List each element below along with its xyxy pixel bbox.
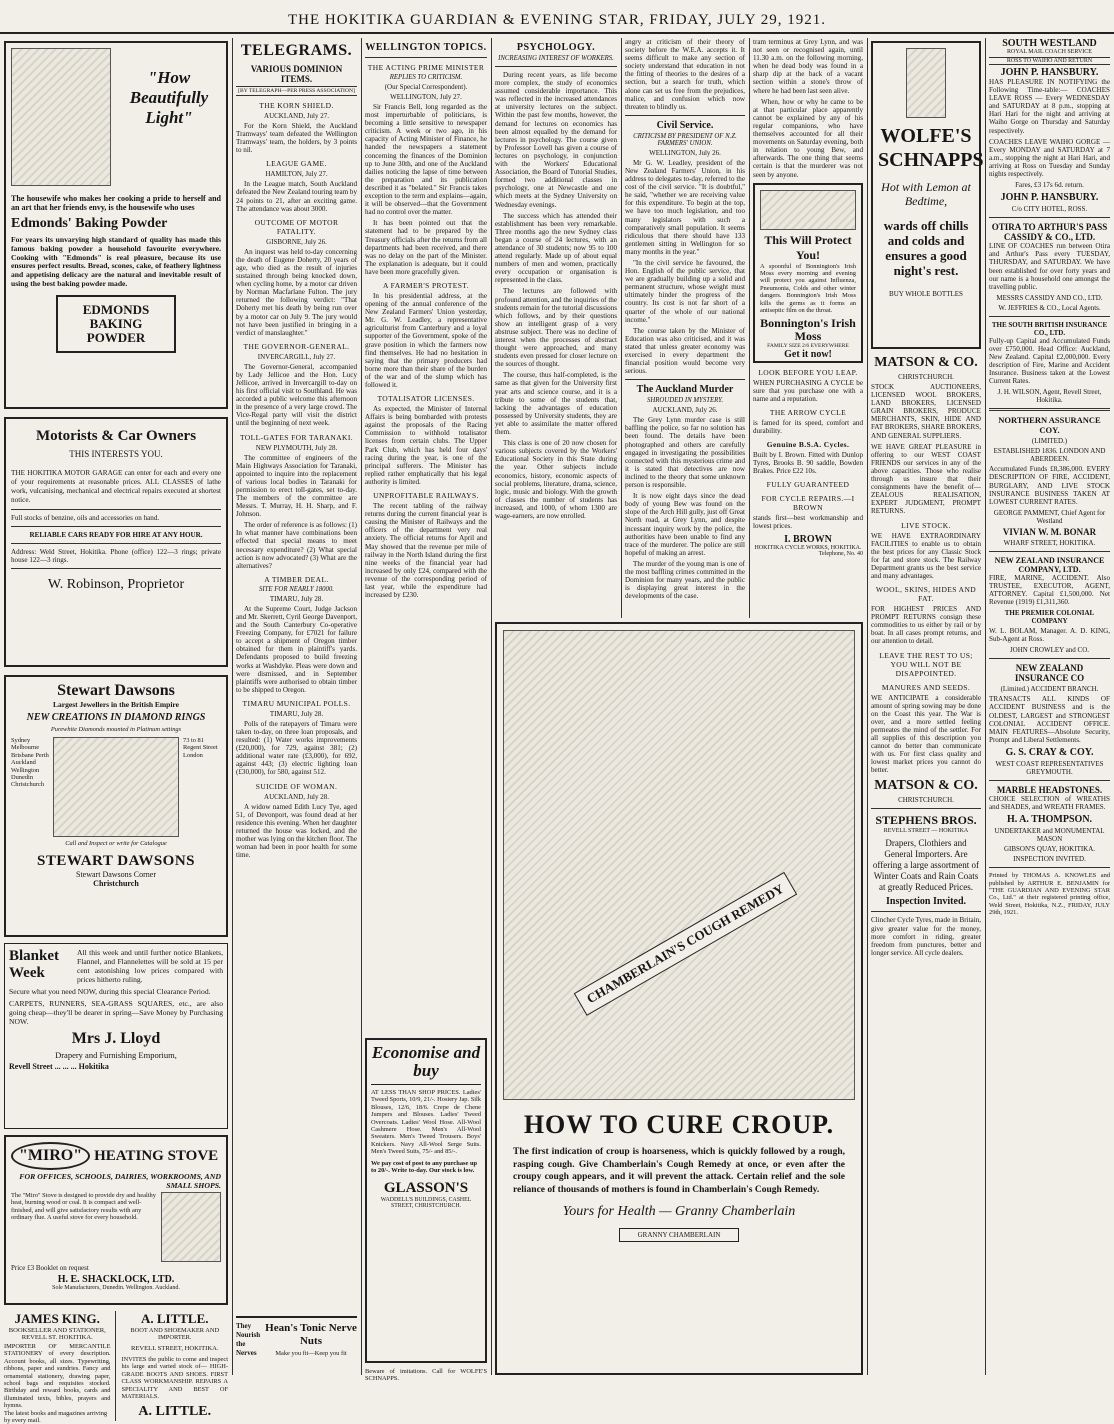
- james-sub1: BOOKSELLER AND STATIONER,: [8, 1327, 106, 1334]
- manures-title: MANURES AND SEEDS.: [881, 682, 971, 692]
- otira-agents: MESSRS CASSIDY AND CO., LTD.: [996, 293, 1103, 302]
- miro-price: Price £3 Booklet on request: [11, 1264, 89, 1272]
- little-body: INVITES the public to come and inspect his large and varied stock of— HIGH-GRADE BOOTS AND SHOES. FIRST CLASS WORKMANSHIP. REPAIRS A SPECIALITY AND BEST OF MATERIALS.: [121, 1356, 228, 1401]
- murder-continued: When, how or why he came to be at that particular place apparently cannot be explained by any of his regular companions, who have themselves accounted for all their movements on Saturday evening, both in relation to young Bew, and afterwards. The one thing that seems certain is that the murderer was not seen by anyone.: [753, 97, 863, 179]
- bsa-title: Genuine B.S.A. Cycles.: [766, 440, 850, 450]
- edmonds-tin: EDMONDS BAKING POWDER: [56, 295, 176, 353]
- bottle-illustration: [760, 190, 856, 230]
- psychology-body: The course, thus half-completed, is the same as that given for the University first year arts and science course, and it is a tribute to some of the students that, lacking the advantages of education possessed by University students, they are yet able to assimilate the matter offered them.: [495, 371, 617, 437]
- psychology-continued: angry at criticism of their theory of society before the W.E.A. accepts it. It seems difficult to make any section of society understand that education in not the fitting of theories to the desires of a section, but a search for truth, which alone can set us free from the prejudices, malice, and confusion which now threaten to blindly us.: [625, 38, 745, 111]
- stephens-sub: REVELL STREET — HOKITIKA: [883, 828, 969, 835]
- civil-service-body: Mr G. W. Leadley, president of the New Zealand Farmers' Union, in his address to delegates to-day, referred to the cost of the civil service. "It is doubtful," he said, "whether we are receiving value for this expenditure. To begin at the top, we have too much legislation, and too many legislators with such a comparatively small population. It seems ridiculous that there should have 133 gentlemen sitting in Wellington for so many months in the year.": [625, 158, 745, 256]
- divider: [11, 509, 221, 510]
- james-body: IMPORTER OF MERCANTILE STATIONERY of every description. Account books, all sizes. Typewriting, ribbons, paper and sundries. Fancy and ornamental stationery, drawing paper, school bags and requisites stocked. Birthday and reward books, cards and illuminated texts, bibles, prayers and hymns.: [4, 1343, 111, 1410]
- otira-title: OTIRA TO ARTHUR'S PASS CASSIDY & CO., LTD.: [991, 222, 1108, 243]
- psychology-body: The lectures are followed with profound attention, and the inquiries of the students remain for the tutorial discussions which follows, and by their questions show an intelligent grasp of a very abstruse subject. There was no decline of interest when the processes of abstract thought were approached, and many students even pressed for closer lecture on the sources of thought.: [495, 287, 617, 369]
- glassons-note: We pay cost of post to any purchase up to 20/-. Write to-day. Our stock is low.: [371, 1159, 478, 1175]
- divider: [11, 543, 221, 544]
- wellington-headline: THE ACTING PRIME MINISTER: [367, 63, 485, 72]
- remedy-bottle-label: CHAMBERLAIN'S COUGH REMEDY: [574, 872, 797, 1016]
- bonnington-sub: FAMILY SIZE 2/6 EVERYWHERE: [767, 343, 849, 350]
- wellington-dateline: WELLINGTON, July 27.: [390, 93, 462, 101]
- divider: [365, 57, 487, 58]
- murder-continued: tram terminus at Grey Lynn, and was not seen or recognised again, until 11.30 a.m. on the following morning, when he dead body was found in a sharp dip at the back of a vacant section within a stone's throw of where he had been last seen alive.: [753, 38, 863, 95]
- wellington-body: It has been pointed out that the statement had to be prepared by the Treasury officials after the returns from all departments had been received, and there was no delay on the part of the Minister. The explanation is adequate, but it could have been more gracefully given.: [365, 219, 487, 276]
- glassons-name: GLASSON'S: [383, 1180, 469, 1197]
- sb-title: THE SOUTH BRITISH INSURANCE CO., LTD.: [991, 320, 1108, 337]
- blanket-name: Mrs J. Lloyd: [71, 1030, 161, 1047]
- thompson-sub: UNDERTAKER and MONUMENTAL MASON: [994, 827, 1105, 844]
- motorists-body2: Full stocks of benzine, oils and accessories on hand.: [11, 514, 160, 522]
- psychology-body: The success which has attended their establishment has been very remarkable. Three months ago the new Sydney class began a course of 24 lectures, with an attendance of 30 students; now 95 to 100 attend regularly. Made up of about equal numbers of men and women, practically every occupation or organisation is represented in the class.: [495, 211, 617, 285]
- edmonds-product: Edmonds' Baking Powder: [11, 216, 168, 231]
- little-title: A. LITTLE.: [140, 1311, 209, 1326]
- psychology-body: During recent years, as life become more complex, the study of economics assumed considerable importance. This was reflected in the increased attendances at university lectures on the subject. Within the past few months, however, the demand for lectures on economics has been almost equalled by the demand for lectures in psychology. The course given by Professor Lovell has given a course of lectures on psychology, in conjunction with the Workers' Educational Association, the Board of Tutorial Studies, formed two additional classes in psychology, one at Newcastle and one which meets at the Sydney University on Wednesday evenings.: [495, 71, 617, 209]
- matson-body: STOCK AUCTIONEERS, LICENSED WOOL BROKERS, LAND BROKERS, LICENSED GRAIN BROKERS, PRODUCE MERCHANTS, SKIN, HIDE AND FAT BROKERS, SHARE BROKERS, AND GENERAL SUPPLIERS.: [871, 383, 981, 440]
- telegram-dateline: NEW PLYMOUTH, July 28.: [255, 443, 338, 452]
- divider: [989, 867, 1110, 868]
- psychology-title: PSYCHOLOGY.: [516, 42, 596, 53]
- croup-signature: Yours for Health — Granny Chamberlain: [562, 1204, 796, 1219]
- auckland-murder-dateline: AUCKLAND, July 26.: [652, 406, 718, 415]
- croup-headline: HOW TO CURE CROUP.: [523, 1110, 835, 1139]
- telegram-body: In the League match, South Auckland defeated the New Zealand touring team by 24 points to 21, after an exciting game. The attendance was about 3000.: [236, 180, 357, 213]
- edmonds-ad: [4, 41, 228, 409]
- hean-side: They Nourish the Nerves: [236, 1322, 261, 1357]
- wellington-body: In his presidential address, at the opening of the annual conference of the New Zealand Farmers' Union yesterday, Mr. G. W. Leadley, a representative agriculturist from Canterbury and a loyal supporter of the Government, spoke of the grave position in which the farmers now find themselves. He had no hesitation in saying that the primary producers had borne more than their share of the burden of the war and of the slump which has followed it.: [365, 291, 487, 389]
- james-king-ad: [4, 1311, 116, 1424]
- auckland-murder-title: The Auckland Murder: [636, 384, 734, 396]
- hansbury-body2: COACHES LEAVE WAIHO GORGE — Every MONDAY and SATURDAY at 7 a.m., stopping the night at Hari Hari, and arriving at Ross on Tuesday and Sunday nights respectively.: [989, 137, 1110, 179]
- nac-sub: (LIMITED.): [1031, 437, 1068, 446]
- thiswill-title: This Will Protect You!: [764, 232, 852, 262]
- column-6: [753, 38, 863, 618]
- lookbefore-title: LOOK BEFORE YOU LEAP.: [758, 367, 858, 377]
- telegram-headline: LEAGUE GAME.: [266, 159, 327, 169]
- croup-caption: GRANNY CHAMBERLAIN: [619, 1228, 739, 1242]
- blanket-body2: Secure what you need NOW, during this special Clearance Period.: [9, 987, 211, 996]
- leave-note: LEAVE THE REST TO US; YOU WILL NOT BE DISAPPOINTED.: [879, 650, 973, 678]
- divider: [625, 379, 745, 380]
- column-rule: [491, 38, 492, 1375]
- hansbury-body: HAS PLEASURE IN NOTIFYING the Following Time-table:— COACHES LEAVE ROSS — Every WEDNESDAY and SATURDAY at 8 p.m., stopping at Hari Hari for the night and arriving at Waiho Gorge on Thursday and Saturday respectively.: [989, 78, 1110, 135]
- thiswill-body: A spoonful of Bonnington's Irish Moss every morning and evening will protect you against Influenza, Pneumonia, Colds and other winter dangers. Bonnington's Irish Moss kills the germs as it forms an antiseptic film on the throat.: [760, 262, 856, 315]
- divider: [11, 568, 221, 569]
- civil-service-body: The course taken by the Minister of Education was also criticised, and it was stated that unless greater economy was exercised in every department the financial position would become very serious.: [625, 326, 745, 376]
- glassons-lines: AT LESS THAN SHOP PRICES. Ladies' Tweed Sports, 10/9, 21/-. Hosiery Jap. Silk Blouses, 12/6, 18/6. Crepe de Chene Jumpers and Blouses. Ladies' Tweed Overcoats. Ladies' Wool Hose. All-Wool Cashmere Hose. Men's All-Wool Sweaters. Men's Tweed Trousers. Boys' Knickers. Navy All-Wool Serge Suits. Men's Tweed Suits, 75/- and 85/-.: [371, 1089, 481, 1156]
- wellington-body: The recent tabling of the railway returns during the current financial year is causing the Minister of Railways and the officers of the department very real anxiety. The official returns for April and May showed that the revenue per mile of railway in the North Island during the first nine weeks of the financial year had increased by only £24, compared with the revenue of the corresponding period of last year, while the expenditure had increased by £230.: [365, 502, 487, 600]
- column-rule: [361, 38, 362, 1375]
- bonnington-title: Bonnington's Irish Moss: [760, 316, 856, 344]
- stewart-call: Call and Inspect or write for Catalogue: [65, 840, 167, 847]
- wool-title: WOOL, SKINS, HIDES AND FAT.: [875, 585, 977, 604]
- nzacc-body: TRANSACTS ALL KINDS OF ACCIDENT BUSINESS and is the OLDEST, LARGEST and STRONGEST COLONIAL ACCIDENT OFFICE. MAIN FEATURES—Absolute Security, Prompt and Liberal Settlements.: [989, 695, 1110, 744]
- miro-title: HEATING STOVE: [94, 1147, 219, 1164]
- rings-illustration: [53, 737, 179, 837]
- telegram-body: An inquest was held to-day concerning the death of Eugene Doherty, 20 years of age, who died as the result of injuries sustained through being knocked down, when cycling home, by a motor car driven by Norman Macfarlane Fulton. The jury returned the following verdict: "That Doherty met his death by being run over by a motor car on July 9. The jury would not have been justified in bringing in a verdict of manslaughter.": [236, 247, 357, 337]
- southwestland-sub: ROYAL MAIL COACH SERVICE: [1007, 49, 1092, 55]
- masthead-title: THE HOKITIKA GUARDIAN & EVENING STAR, FRIDAY, JULY 29, 1921.: [288, 12, 826, 28]
- arrow-title: THE ARROW CYCLE: [769, 407, 847, 417]
- stewart-note: Purewhite Diamonds mounted in Platinum settings: [50, 726, 182, 733]
- miro-for: FOR OFFICES, SCHOOLS, DAIRIES, WORKROOMS, AND SMALL SHOPS.: [19, 1172, 221, 1190]
- motorists-ad: [4, 417, 228, 667]
- telegram-body: For the Korn Shield, the Auckland Tramways' team defeated the Wellington Tramways' team, the holders, by 3 points to nil.: [236, 122, 357, 155]
- blanket-week-ad: [4, 943, 228, 1129]
- telegram-dateline: AUCKLAND, July 27.: [264, 112, 329, 120]
- james-body2: The latest books and magazines arriving by every mail.: [4, 1409, 108, 1424]
- nac-est: ESTABLISHED 1836. LONDON AND ABERDEEN.: [993, 447, 1106, 464]
- telegram-body: The committee of engineers of the Main Highways Association for Taranaki, appointed to inquire into the replacement of various local bodies in Taranaki for permission to erect toll-gates, set to-day. The members of the committee are Messrs. T. Murray, H. H. Sharp, and F. Johnson.: [236, 453, 357, 519]
- wolfes-sub: Hot with Lemon at Bedtime,: [881, 180, 971, 208]
- beware-note: Beware of imitations. Call for WOLFE'S SCHNAPPS.: [365, 1368, 487, 1382]
- hansbury-name: JOHN P. HANSBURY.: [1000, 67, 1099, 78]
- telegram-dateline: TIMARU, July 28.: [269, 709, 324, 718]
- stewart-subtitle: Largest Jewellers in the British Empire: [53, 700, 179, 709]
- blanket-body3: CARPETS, RUNNERS, SEA-GRASS SQUARES, etc., are also going cheap—they'll be dearer in spring—Save Money by Purchasing NOW.: [9, 999, 223, 1026]
- motorists-proprietor: W. Robinson, Proprietor: [47, 577, 185, 593]
- granny-chamberlain-illustration: [503, 630, 855, 1100]
- divider: [871, 808, 981, 809]
- livestock-title: LIVE STOCK.: [901, 520, 951, 530]
- repairs-body: stands first—best workmanship and lowest prices.: [753, 514, 863, 531]
- glassons-title: Economise and buy: [371, 1044, 481, 1085]
- column-rule: [867, 38, 868, 1375]
- clincher-body: Clincher Cycle Tyres, made in Britain, give greater value for the money, more comfort in riding, greater freedom from punctures, better and longer service. All cycle dealers.: [871, 916, 981, 957]
- divider: [989, 316, 1110, 317]
- psychology-body: This class is one of 20 now chosen for various subjects covered by the Workers' Educational Society in this State during the year. Other subjects include economics, history, economic aspects of social problems, literature, drama, science, logic, music and biology. With the growth of classes the number of students has increased, and 1000, of whom 1300 are wage-earners, are now enrolled.: [495, 439, 617, 520]
- divider: [625, 115, 745, 116]
- matson-body2: WE HAVE GREAT PLEASURE in offering to our WEST COAST FRIENDS our services in any of the above capacities. Those who realise through us insure that their consignments have the benefit of—ZEALOUS REALISATION, EXPERT JUDGMENT, PROMPT RETURNS.: [871, 442, 981, 516]
- civil-service-body: "In the civil service he favoured, the Hon. English of the public service, that we are gradually building up a solid and permanent structure, whose weight must ultimately hinder the progress of the country. Its cost is not far short of a quarter of the whole of our national income.": [625, 258, 745, 324]
- telegram-headline: OUTCOME OF MOTOR FATALITY.: [254, 217, 339, 236]
- blanket-body1: All this week and until further notice Blankets, Flannel, and Flannelettes will be sold at 15 per cent astonishing low prices compared with prices hitherto ruling.: [77, 948, 223, 984]
- telegram-body: The Governor-General, accompanied by Lady Jellicoe and the Hon. Lucy Jellicoe, arrived in Invercargill to-day on his first official visit to Southland. He was accorded a public welcome this afternoon in the presence of a very large crowd. The Vice-Regal party will visit the district until the beginning of next week.: [236, 362, 357, 428]
- telegram-body: A widow named Edith Lucy Tye, aged 51, of Devonport, was found dead at her residence this evening. When her daughter returned the house was locked, and the mother was lying on the kitchen floor. The woman had been in poor health for some time.: [236, 802, 357, 860]
- masthead: [0, 0, 1114, 34]
- nzacc-sub: (Limited.) ACCIDENT BRANCH.: [1000, 685, 1099, 694]
- nac-title: NORTHERN ASSURANCE COY.: [998, 415, 1101, 436]
- motorists-body4: Address: Weld Street, Hokitika. Phone (office) 122—3 rings; private house 122—3 rings.: [11, 548, 221, 565]
- sb-body: Fully-up Capital and Accumulated Funds over £750,000. Head Office: Auckland, New Zealand. Capital £2,000,000. Every description of Fire, Marine and Accident Insurance. Business taken at the Lowest Current Rates.: [989, 336, 1110, 386]
- telegram-headline: TOLL-GATES FOR TARANAKI.: [239, 432, 354, 442]
- telegram-dateline: AUCKLAND, July 28.: [264, 792, 329, 801]
- otira-body: LINE OF COACHES run between Otira and Arthur's Pass every TUESDAY, THURSDAY, and SATURDAY. We have been established for over forty years and our name is a household one amongst the travelling public.: [989, 242, 1110, 291]
- marble-body: CHOICE SELECTION of WREATHS and SHADES, and WREATH FRAMES.: [989, 794, 1110, 812]
- edmonds-body2: For years its unvarying high standard of quality has made this famous baking powder a household favourite everywhere. Cooking with "Edmonds" is real pleasure, because its use ensures perfect results. Bread, scones, cake, of feathery lightness and appetising delicacy are the natural and inevitable result of using the best baking powder made.: [11, 235, 221, 288]
- thompson-addr: GIBSON'S QUAY, HOKITIKA.: [1003, 845, 1096, 854]
- matson-city: CHRISTCHURCH.: [898, 373, 954, 381]
- wellington-corr: (Our Special Correspondent).: [384, 83, 468, 91]
- column-1: [4, 38, 228, 1424]
- cray-sub: WEST COAST REPRESENTATIVES GREYMOUTH.: [995, 759, 1104, 776]
- nz-addr: JOHN CROWLEY and CO.: [1009, 646, 1090, 655]
- auckland-murder-sub: SHROUDED IN MYSTERY.: [646, 397, 724, 405]
- column-rule: [985, 38, 986, 1375]
- bonnington-ad: [753, 183, 863, 363]
- telegrams-subtitle: VARIOUS DOMINION ITEMS.: [250, 64, 343, 84]
- fully-guaranteed: FULLY GUARANTEED: [766, 480, 850, 490]
- cray-title: G. S. CRAY & COY.: [1005, 746, 1094, 758]
- stewart-title: Stewart Dawsons: [57, 682, 175, 699]
- stephens-cta: Inspection Invited.: [885, 896, 966, 908]
- telegrams-title: TELEGRAMS.: [240, 42, 353, 59]
- stove-illustration: [161, 1192, 221, 1262]
- blanket-trade: Drapery and Furnishing Emporium,: [55, 1050, 177, 1060]
- manures-body: WE ANTICIPATE a considerable amount of spring sowing may be done on the Coast this year. The War is over, and a more settled feeling permeates the mind of the settler. For all supplies of this description you cannot do better than communicate with us. For first class quality and lowest market prices you cannot do better.: [871, 693, 981, 775]
- wolfes-body: wards off chills and colds and ensures a good night's rest.: [883, 218, 969, 278]
- stewart-city: Christchurch: [93, 879, 139, 888]
- wellington-headline: A FARMER'S PROTEST.: [383, 280, 469, 290]
- nz-colonial: THE PREMIER COLONIAL COMPANY: [1004, 609, 1095, 626]
- telegrams-assoc: [BY TELEGRAPH—PER PRESS ASSOCIATION]: [236, 86, 357, 96]
- otira-jeff: W. JEFFRIES & CO., Local Agents.: [998, 303, 1101, 312]
- glassons-addr: WADDELL'S BUILDINGS, CASHEL STREET, CHRISTCHURCH.: [380, 1197, 472, 1210]
- auckland-murder-body: The Grey Lynn murder case is still baffling the police, so far no solution has been found. The details have been photographed and others are carefully engaged in investigating the possibilities connected with this mysterious crime and it is stated that detectives are now inclined to the theory that some unknown person is responsible.: [625, 416, 745, 490]
- column-rule: [749, 38, 750, 618]
- divider: [989, 658, 1110, 659]
- matson-title: MATSON & CO.: [874, 355, 978, 370]
- southwestland-title: SOUTH WESTLAND: [1002, 38, 1097, 49]
- column-5: [625, 38, 745, 618]
- column-rule: [621, 38, 622, 618]
- motorists-title: Motorists & Car Owners: [35, 428, 197, 444]
- wellington-body: As expected, the Minister of Internal Affairs is being bombarded with protests against the proposals of the Racing Commission to withhold totalisator licenses from certain clubs. The Upper Park Club, which has held four days' racing during the year, is one of the principal sufferers. The Minister has replied rather emphatically that his legal authority is limited.: [365, 405, 487, 486]
- stewart-corner: Stewart Dawsons Corner: [76, 870, 156, 879]
- telegram-headline: THE KORN SHIELD.: [259, 101, 334, 110]
- schnapps-bottle-illustration: [906, 48, 946, 118]
- column-7: [871, 38, 984, 1375]
- column-4: [495, 38, 617, 618]
- blanket-street: Revell Street ... ... ... Hokitika: [9, 1062, 109, 1071]
- nac-vivian: VIVIAN W. M. BONAR: [1002, 526, 1097, 537]
- stewart-name: STEWART DAWSONS: [37, 853, 195, 869]
- motorists-body3: RELIABLE CARS READY FOR HIRE AT ANY HOUR.: [29, 531, 203, 540]
- miro-body: The "Miro" Stove is designed to provide dry and healthy heat, burning wood or coal. It is compact and well-finished, and will give satisfactory results with any ordinary flue. A useful stove for every household.: [11, 1192, 156, 1222]
- hean-ad: [236, 1316, 357, 1374]
- wellington-headline: TOTALISATOR LICENSES.: [377, 394, 475, 404]
- column-3: [365, 38, 487, 1382]
- wolfes-buy: BUY WHOLE BOTTLES: [889, 290, 963, 298]
- bsa-body: Built by I. Brown. Fitted with Dunlop Tyres, Brooks B. 90 saddle, Bowden Brakes. Price £22 10s.: [753, 451, 863, 476]
- psychology-sub: INCREASING INTEREST OF WORKERS.: [498, 55, 614, 62]
- nzacc-title: NEW ZEALAND INSURANCE CO: [1014, 663, 1085, 684]
- motorists-subtitle: THIS INTERESTS YOU.: [69, 449, 163, 459]
- southwestland-route: ROSS TO WAIHO AND RETURN: [989, 57, 1110, 65]
- column-8: [989, 38, 1110, 1375]
- divider: [989, 551, 1110, 552]
- telegram-body: Polls of the ratepayers of Timaru were taken to-day, on three loan proposals, and resulted: (1) Water works improvements (£20,000), for 729, against 381; (2) additional water rate (£3,000), for 692, against 443; (3) electric lighting loan (£30,000), for 580, against 512.: [236, 719, 357, 777]
- auckland-murder-body: The murder of the young man is one of the most baffling crimes committed in the Dominion for many years, and the public is displaying great interest in the developments of the case.: [625, 559, 745, 601]
- telegram-body: At the Supreme Court, Judge Jackson and Mr. Skerrett, Cyril George Davenport, and the South Canterbury Co-operative Freezing Company, for £7021 for failure to accept a shipment of Oregon timber obtained for them in plaintiff's yards. Defendants proposed to build freezing works at Washdyke. Pleas were down and were dismissed, and in September plaintiffs were authorised to obtain timber to be shipped to Oregon.: [236, 604, 357, 694]
- telegram-body: The order of reference is as follows: (1) In what manner have combinations been effected that special means to meet necessary expenditure? (2) What special action is now advocated? (3) What are the alternatives?: [236, 521, 357, 570]
- chamberlain-croup-ad: [495, 622, 863, 1375]
- livestock-body: WE HAVE EXTRAORDINARY FACILITIES to enable us to obtain the best prices for any Classic Stock for fat and store stock. The Railway Department grants us the best service and many advantages.: [871, 531, 981, 580]
- miro-maker: H. E. SHACKLOCK, LTD.: [57, 1274, 175, 1285]
- brown-phone: Telephone, No. 40: [818, 550, 863, 557]
- nac-agent: GEORGE PAMMENT, Chief Agent for Westland: [993, 508, 1106, 525]
- wool-body: FOR HIGHEST PRICES AND PROMPT RETURNS consign these commodities to us either by rail or by boat. In all cases prompt returns, and our attention to detail.: [871, 605, 981, 646]
- telegram-dateline: INVERCARGILL, July 27.: [257, 352, 336, 361]
- little-ad: [122, 1311, 229, 1421]
- civil-service-dateline: WELLINGTON, July 26.: [649, 148, 721, 157]
- nac-body: Accumulated Funds £8,386,000. EVERY DESCRIPTION OF FIRE, ACCIDENT, BURGLARY, AND LIVE STOCK INSURANCE BUSINESS TAKEN AT LOWEST CURRENT RATES.: [989, 465, 1110, 506]
- civil-service-sub: CRITICISM BY PRESIDENT OF N.Z. FARMERS' UNION.: [633, 132, 737, 147]
- telegram-headline: THE GOVERNOR-GENERAL.: [243, 341, 350, 351]
- divider: [495, 66, 617, 67]
- nac-vivian-sub: WHARF STREET, HOKITIKA.: [1003, 538, 1096, 547]
- column-rule: [232, 38, 233, 1375]
- nz-body: FIRE, MARINE, ACCIDENT. Also TRUSTEE, EXECUTOR, AGENT, ATTORNEY. Capital £1,500,000. Net Revenue (1919) £1,311,360.: [989, 573, 1110, 607]
- stephens-body: Drapers, Clothiers and General Importers. Are offering a large assortment of Winter Coats and Rain Coats at greatly Reduced Prices.: [872, 838, 980, 893]
- stewart-new: NEW CREATIONS IN DIAMOND RINGS: [26, 712, 206, 723]
- stewart-address: 73 to 81 Regent Street London: [183, 737, 218, 759]
- divider: [871, 911, 981, 912]
- wolfes-title: WOLFE'S SCHNAPPS: [878, 125, 984, 171]
- little-footer: A. LITTLE.: [138, 1404, 212, 1420]
- telegram-dateline: GISBORNE, July 26.: [266, 237, 327, 246]
- printer-imprint: Printed by THOMAS A. KNOWLES and published by ARTHUR E. BENJAMIN for "THE GUARDIAN AND EVENING STAR Co., Ltd." at their registered printing office, Weld Street, Hokitika, N.Z., FRIDAY, JULY 29th, 1921.: [989, 872, 1110, 917]
- hean-title: Hean's Tonic Nerve Nuts: [265, 1322, 357, 1347]
- miro-stove-ad: [4, 1135, 228, 1305]
- james-title: JAMES KING.: [14, 1311, 100, 1326]
- divider: [989, 408, 1110, 411]
- stewart-dawsons-ad: [4, 675, 228, 937]
- divider: [989, 217, 1110, 218]
- nz-agent: W. L. BOLAM, Manager. A. D. KING, Sub-Agent at Ross.: [989, 627, 1110, 644]
- edmonds-headline: "How Beautifully Light": [129, 68, 209, 127]
- wellington-title: WELLINGTON TOPICS.: [365, 42, 487, 53]
- brown-name: I. BROWN: [784, 533, 832, 545]
- blanket-title: Blanket Week: [9, 948, 60, 981]
- auckland-murder-body: It is now eight days since the dead body of young Bew was found on the slope of the Arch Hill gully, just off Great North road, at Grey Lynn, and despite incessant inquiry work by the police, the authorities have been unable to find any trace of the murderer. The police are still hopeful of making an arrest.: [625, 492, 745, 557]
- thompson-name: H. A. THOMPSON.: [1006, 814, 1093, 826]
- stephens-title: STEPHENS BROS.: [875, 813, 977, 828]
- telegram-headline: SUICIDE OF WOMAN.: [255, 781, 338, 791]
- arrow-body: is famed for its speed, comfort and durability.: [753, 418, 863, 435]
- brown-sub: HOKITIKA CYCLE WORKS, HOKITIKA.: [754, 544, 862, 551]
- hansbury-addr: C/o CITY HOTEL, ROSS.: [1011, 205, 1088, 214]
- glassons-ad: [365, 1038, 487, 1363]
- telegram-subhead: SITE FOR NEARLY 18000.: [258, 585, 334, 593]
- nz-title: NEW ZEALAND INSURANCE COMPANY, LTD.: [994, 555, 1105, 574]
- wellington-body: Sir Francis Bell, long regarded as the most imperturbable of politicians, is becoming a little sensitive to newspaper criticism. A week or two ago, in his capacity of Acting Minister of Finance, he handed the newspapers a statement concerning the finances of the Dominion up to June 30th, and one of the Auckland dailies noticing the lapse of time between the preparation and its publication described it as "belated." Sir Francis takes exception to the term and explains—again, it will be observed—that the Government had no control over the matter.: [365, 103, 487, 217]
- matson2-title: MATSON & CO.: [874, 778, 978, 794]
- telegram-headline: A TIMBER DEAL.: [264, 574, 329, 584]
- divider: [989, 780, 1110, 781]
- edmonds-body1: The housewife who makes her cooking a pride to herself and an art that her friends envy, is the housewife who uses: [11, 194, 221, 212]
- miro-maker-sub: Sole Manufacturers, Dunedin. Wellington. Auckland.: [52, 1285, 180, 1291]
- cycle-body: WHEN PURCHASING A CYCLE be sure that you purchase one with a name and a reputation.: [753, 378, 863, 403]
- telegram-headline: TIMARU MUNICIPAL POLLS.: [242, 698, 351, 708]
- little-sub: BOOT AND SHOEMAKER AND IMPORTER.: [130, 1327, 220, 1341]
- hean-sub: Make you fit—Keep you fit: [275, 1350, 347, 1357]
- telegram-dateline: HAMILTON, July 27.: [265, 170, 328, 179]
- sb-agent: J. H. WILSON, Agent, Revell Street, Hokitika.: [997, 388, 1102, 405]
- housewife-illustration: [11, 48, 111, 186]
- matson2-city: CHRISTCHURCH.: [898, 796, 954, 805]
- telegram-dateline: TIMARU, July 28.: [269, 594, 324, 603]
- stewart-cities: Sydney Melbourne Brisbane Perth Auckland Wellington Dunedin Christchurch: [11, 737, 49, 789]
- wolfes-schnapps-ad: [871, 41, 984, 349]
- little-addr: REVELL STREET, HOKITIKA.: [130, 1345, 219, 1352]
- motorists-body1: THE HOKITIKA MOTOR GARAGE can enter for each and every one of your requirements at reasonable prices. ALL CLASSES of lathe work, vulcanising, mechanical and electrical repairs executed at shortest notice.: [11, 469, 221, 504]
- croup-body: The first indication of croup is hoarseness, which is quickly followed by a rough, rasping cough. Give Chamberlain's Cough Remedy at once, or even after the croupy cough appears, and it will prevent the attack. Certain relief and the sole reliance of thousands of mothers is found in Chamberlain's Cough Remedy.: [513, 1147, 845, 1195]
- repairs-title: FOR CYCLE REPAIRS.—I BROWN: [761, 494, 855, 513]
- hansbury-name2: JOHN P. HANSBURY.: [1000, 192, 1099, 204]
- wellington-subhead: REPLIES TO CRITICISM.: [389, 74, 463, 81]
- wellington-headline: UNPROFITABLE RAILWAYS.: [373, 491, 479, 501]
- inspection-note: INSPECTION INVITED.: [1013, 855, 1086, 864]
- james-sub2: REVELL ST. HOKITIKA.: [21, 1334, 93, 1341]
- bonnington-cta: Get it now!: [784, 349, 832, 361]
- marble-title: MARBLE HEADSTONES.: [996, 784, 1103, 795]
- miro-brand: "MIRO": [11, 1142, 90, 1170]
- civil-service-title: Civil Service.: [656, 119, 714, 131]
- column-2: [236, 38, 357, 1375]
- divider: [11, 526, 221, 527]
- hansbury-fares: Fares, £3 17s 6d. return.: [1015, 181, 1084, 190]
